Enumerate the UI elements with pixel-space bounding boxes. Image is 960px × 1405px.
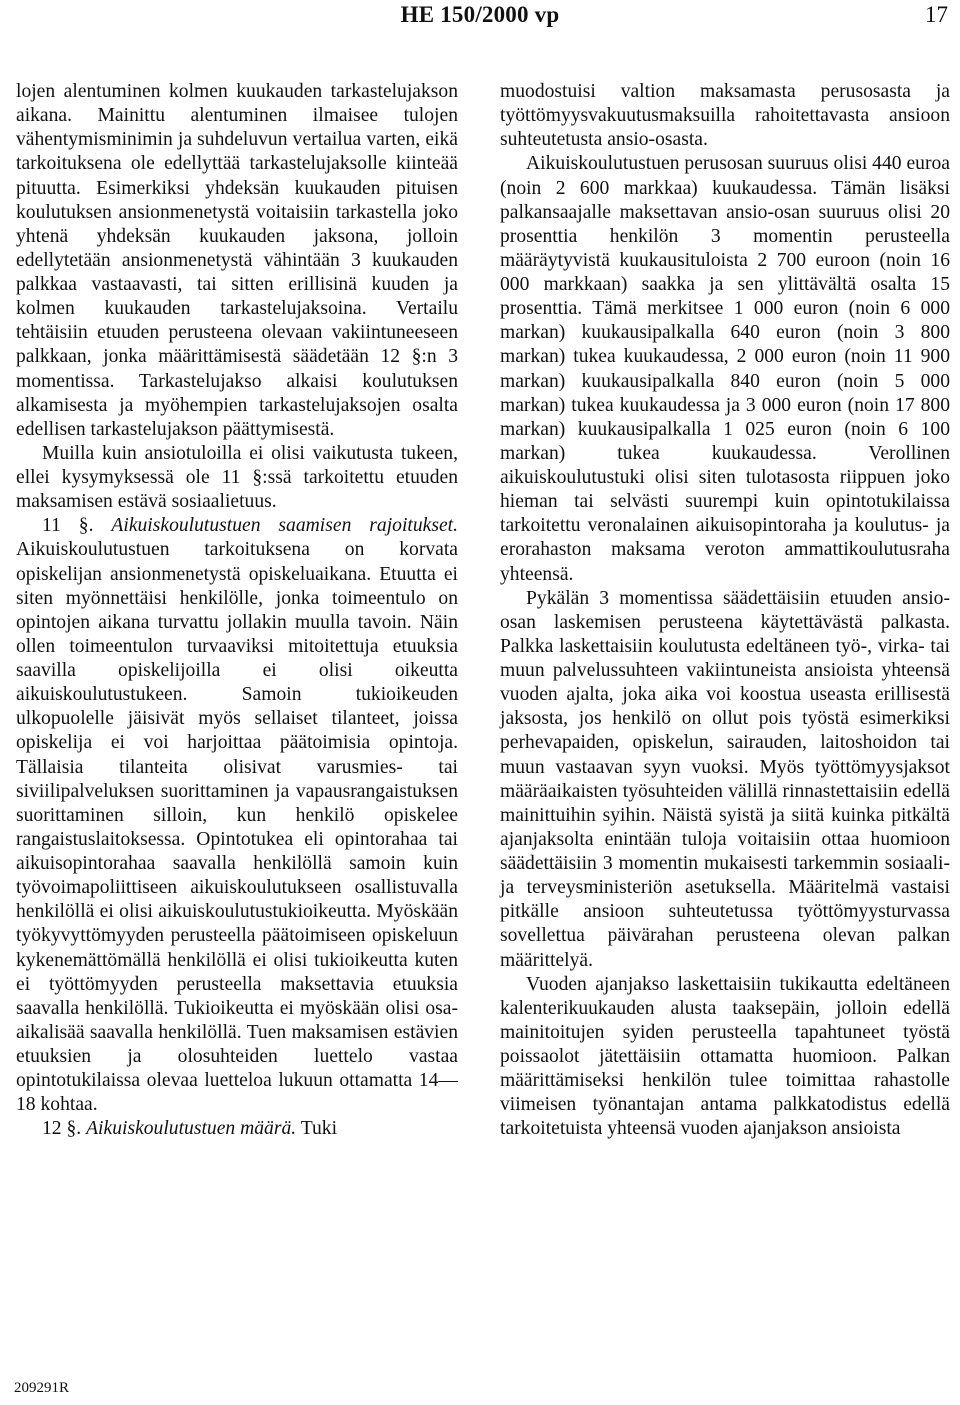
paragraph: Aikuiskoulutustuen perusosan suuruus olisi 440 euroa (noin 2 600 markkaa) kuukaudessa. Tämän lisäksi palkansaajalle maksettavan ansio-osan suuruus olisi 20 prosenttia henkilön 3 momentin perusteella määräytyvistä kuukausituloista 2 700 euroon (noin 16 000 markkaan) saakka ja sen ylittävältä osalta 15 prosenttia. Tämä merkitsee 1 000 euron (noin 6 000 markan) kuukausipalkalla 640 euron (noin 3 800 markan) tukea kuukaudessa, 2 000 euron (noin 11 900 markan) kuukausipalkalla 840 euron (noin 5 000 markan) tukea kuukaudessa ja 3 000 euron (noin 17 800 markan) kuukausipalkalla 1 025 euron (noin 6 100 markan) tukea kuukaudessa. Verollinen aikuiskoulutustuki olisi siten tulotasosta riippuen joko hieman tai selvästi suurempi kuin opintotukilaissa tarkoitettu veronalainen aikuisopintoraha ja koulutus- ja erorahaston maksama veroton ammattikoulutusraha yhteensä. bbox=[500, 153, 950, 585]
paragraph: muodostuisi valtion maksamasta perusosasta ja työttömyysvakuutusmaksuilla rahoitettavasta ansioon suhteutetusta ansio-osasta. bbox=[500, 81, 950, 151]
document-id: HE 150/2000 vp bbox=[400, 2, 560, 27]
left-column bbox=[16, 80, 458, 1142]
paragraph: Aikuiskoulutustuen tarkoituksena on korvata opiskelijan ansionmenetystä opiskeluaikana. Etuutta ei siten myönnettäisi henkilölle, jonka toimeentulo on opintojen aikana turvattu jollakin muulla tavoin. Näin ollen toimeentulon turvaaviksi mitoitettuja etuuksia saavilla opiskelijoilla ei olisi oikeutta aikuiskoulutustukeen. Samoin tukioikeuden ulkopuolelle jäisivät myös sellaiset tilanteet, joissa opiskelija ei voi harjoittaa päätoimisia opintoja. Tällaisia tilanteita olisivat varusmies- tai siviilipalveluksen suorittaminen ja vapausrangaistuksen suorittaminen silloin, kun henkilö opiskelee rangaistuslaitoksessa. Opintotukea eli opintorahaa tai aikuisopintorahaa saavalla henkilöllä samoin kuin työvoimapoliittiseen aikuiskoulutukseen osallistuvalla henkilöllä ei olisi aikuiskoulutustukioikeutta. Myöskään työkyvyttömyyden perusteella päätoimiseen opiskeluun kykenemättömällä henkilöllä ei olisi tukioikeutta kuten ei työttömyyden perusteella maksettavia etuuksia saavalla henkilöllä. Tukioikeutta ei myöskään olisi osa-aikalisää saavalla henkilöllä. Tuen maksamisen estävien etuuksien ja olosuhteiden luettelo vastaa opintotukilaissa olevaa luetteloa lukuun ottamatta 14—18 kohtaa. bbox=[16, 539, 458, 1116]
right-column bbox=[500, 80, 950, 1142]
paragraph: Vuoden ajanjakso laskettaisiin tukikautta edeltäneen kalenterikuukauden alusta taaksepäin, jolloin edellä mainitoitujen syiden perusteella tapahtuneet työstä poissaolot jätettäisiin ottamatta huomioon. Palkan määrittämiseksi henkilön tulee toimittaa rahastolle viimeisen työnantajan antama palkkatodistus edellä tarkoitetuista yhteensä vuoden ajanjakson ansioista bbox=[500, 973, 950, 1140]
paragraph: Pykälän 3 momentissa säädettäisiin etuuden ansio-osan laskemisen perusteena käytettävästä palkasta. Palkka laskettaisiin koulutusta edeltäneen työ-, virka- tai muun palvelussuhteen vakiintuneista ansioista yhteensä vuoden ajalta, joka aika voi koostua useasta erillisestä jaksosta, jos henkilö on ollut pois työstä esimerkiksi perhevapaiden, opiskelun, sairauden, laitoshoidon tai muun vastaavan syyn vuoksi. Myös työttömyysjaksot määräaikaisten työsuhteiden välillä rinnastettaisiin edellä mainittuihin syihin. Näistä syistä ja siitä kuinka pitkältä ajanjaksolta enintään tuloja voitaisiin ottaa huomioon säädettäisiin 3 momentin mukaisesti tarkemmin sosiaali- ja terveysministeriön asetuksella. Määritelmä vastaisi pitkälle ansioon suhteutetussa työttömyysturvassa sovellettua päivärahan perusteena olevan palkan määrittelyä. bbox=[500, 587, 950, 971]
section-12-title: Aikuiskoulutustuen määrä. bbox=[86, 1118, 297, 1140]
section-11-number: 11 §. bbox=[42, 515, 94, 537]
section-12-paragraph bbox=[16, 1117, 458, 1141]
print-code: 209291R bbox=[14, 1380, 70, 1396]
section-12-number: 12 §. bbox=[42, 1118, 82, 1140]
page-header bbox=[0, 0, 960, 40]
paragraph: Muilla kuin ansiotuloilla ei olisi vaikutusta tukeen, ellei kysymyksessä ole 11 §:ssä tarkoitettu etuuden maksamisen estävä sosiaalietuus. bbox=[16, 442, 458, 513]
section-11-paragraph bbox=[16, 514, 458, 1117]
paragraph: lojen alentuminen kolmen kuukauden tarkastelujakson aikana. Mainittu alentuminen ilmaisee tulojen vähentymisminimin ja suhdeluvun vertailua varten, eikä tarkoituksena ole edellyttää tarkastelujaksolle kiinteää pituutta. Esimerkiksi yhdeksän kuukauden pituisen koulutuksen ansionmenetystä voitaisiin tarkastella joko yhtenä yhdeksän kuukauden jaksona, jolloin edellytetään ansionmenetystä vähintään 3 kuukauden palkkaa vastaavasti, tai sitten erillisinä kuuden ja kolmen kuukauden tarkastelujaksoina. Vertailu tehtäisiin etuuden perusteena olevaan vakiintuneeseen palkkaan, jonka määrittämisestä säädetään 12 §:n 3 momentissa. Tarkastelujakso alkaisi koulutuksen alkamisesta ja myöhempien tarkastelujaksojen osalta edellisen tarkastelujakson päättymisestä. bbox=[16, 81, 458, 440]
page-number: 17 bbox=[925, 2, 948, 27]
section-12-text: Tuki bbox=[300, 1118, 338, 1140]
section-11-title: Aikuiskoulutustuen saamisen rajoitukset. bbox=[111, 515, 458, 537]
